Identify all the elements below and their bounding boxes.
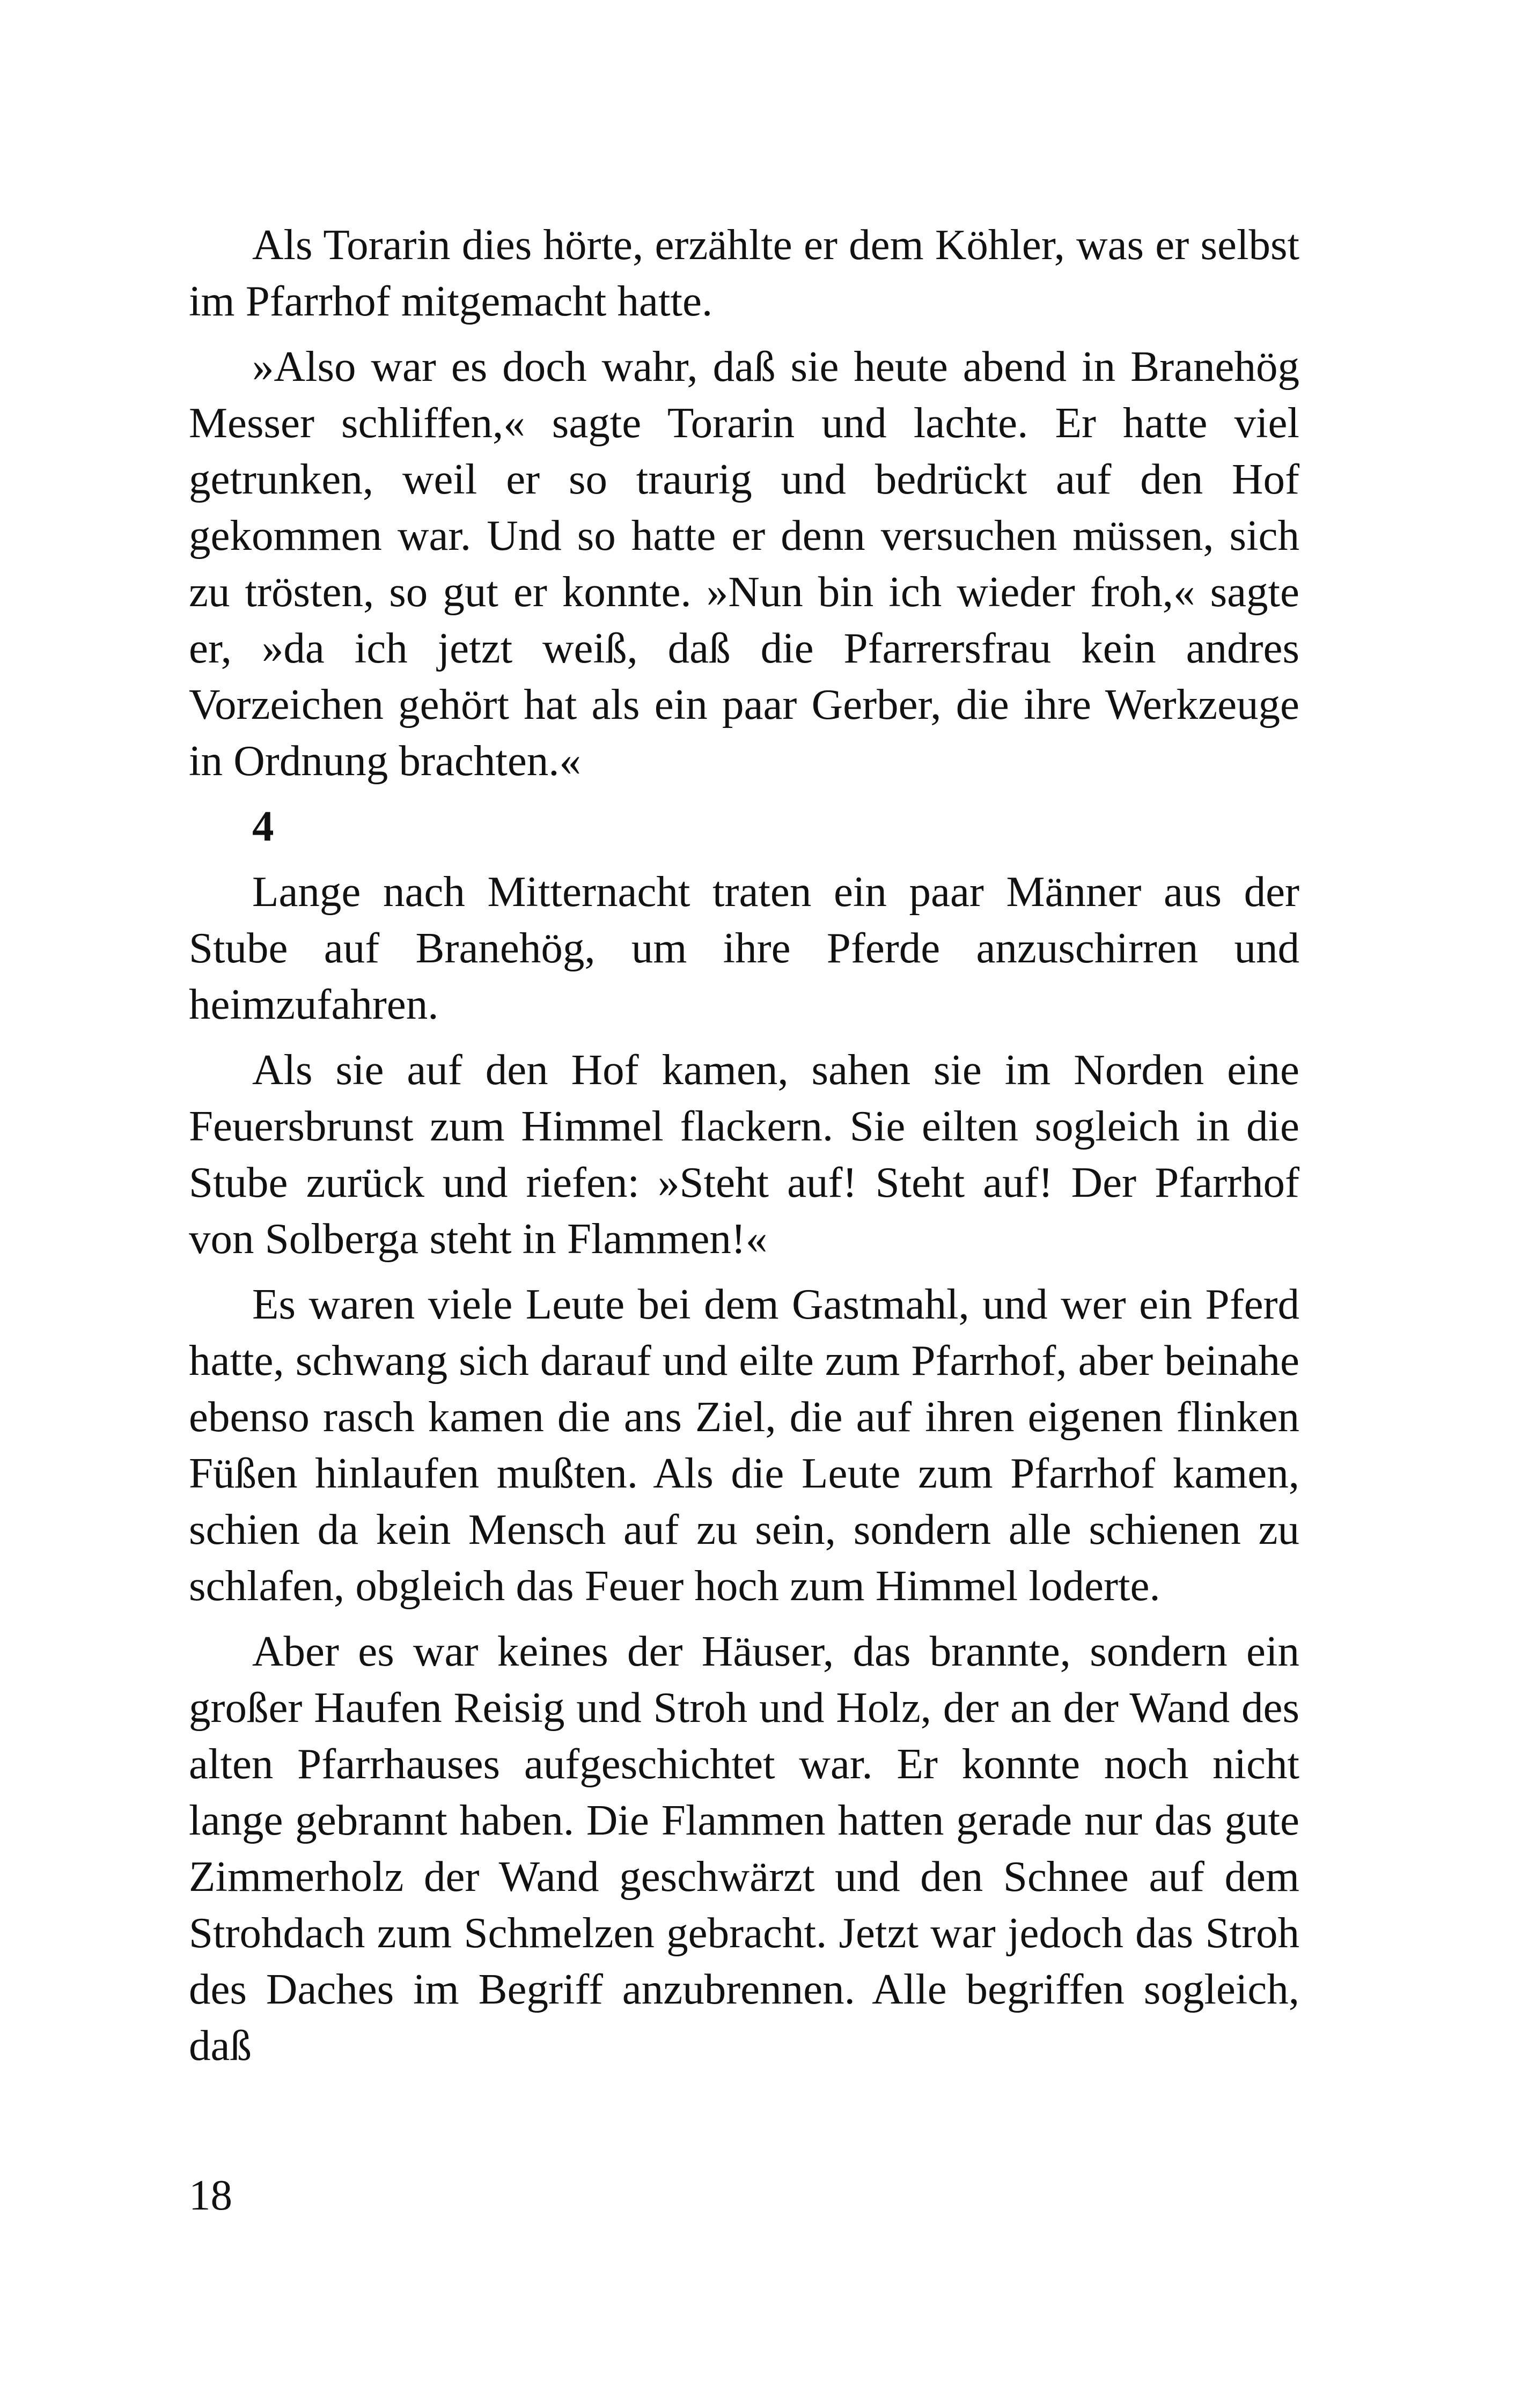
page-number: 18 (189, 2171, 232, 2219)
chapter-heading: 4 (252, 802, 274, 850)
paragraph: Lange nach Mitternacht traten ein paar Männer aus der Stube auf Branehög, um ihre Pferde anzuschirren und heimzufahren. (189, 867, 1299, 1028)
paragraph: »Also war es doch wahr, daß sie heute abend in Branehög Messer schliffen,« sagte Torarin und lachte. Er hatte viel getrunken, weil er so traurig und bedrückt auf den Hof gekommen war. Und so hatte er denn versuchen müssen, sich zu trösten, so gut er konnte. »Nun bin ich wieder froh,« sagte er, »da ich jetzt weiß, daß die Pfarrersfrau kein andres Vorzeichen gehört hat als ein paar Gerber, die ihre Werkzeuge in Ordnung brachten.« (189, 342, 1299, 785)
paragraph: Als Torarin dies hörte, erzählte er dem Köhler, was er selbst im Pfarrhof mitgemacht hatte. (189, 220, 1299, 325)
page-body (189, 217, 1299, 2083)
paragraph: Es waren viele Leute bei dem Gastmahl, und wer ein Pferd hatte, schwang sich darauf und eilte zum Pfarrhof, aber beinahe ebenso rasch kamen die ans Ziel, die auf ihren eigenen flinken Füßen hinlaufen mußten. Als die Leute zum Pfarrhof kamen, schien da kein Mensch auf zu sein, sondern alle schienen zu schlafen, obgleich das Feuer hoch zum Himmel loderte. (189, 1280, 1299, 1610)
paragraph: Aber es war keines der Häuser, das brannte, sondern ein großer Haufen Reisig und Stroh und Holz, der an der Wand des alten Pfarrhauses aufgeschichtet war. Er konnte noch nicht lange gebrannt haben. Die Flammen hatten gerade nur das gute Zimmerholz der Wand geschwärzt und den Schnee auf dem Strohdach zum Schmelzen gebracht. Jetzt war jedoch das Stroh des Daches im Begriff anzubrennen. Alle begriffen sogleich, daß (189, 1627, 1299, 2070)
paragraph: Als sie auf den Hof kamen, sahen sie im Norden eine Feuersbrunst zum Himmel flackern. Sie eilten sogleich in die Stube zurück und riefen: »Steht auf! Steht auf! Der Pfarrhof von Solberga steht in Flammen!« (189, 1045, 1299, 1263)
